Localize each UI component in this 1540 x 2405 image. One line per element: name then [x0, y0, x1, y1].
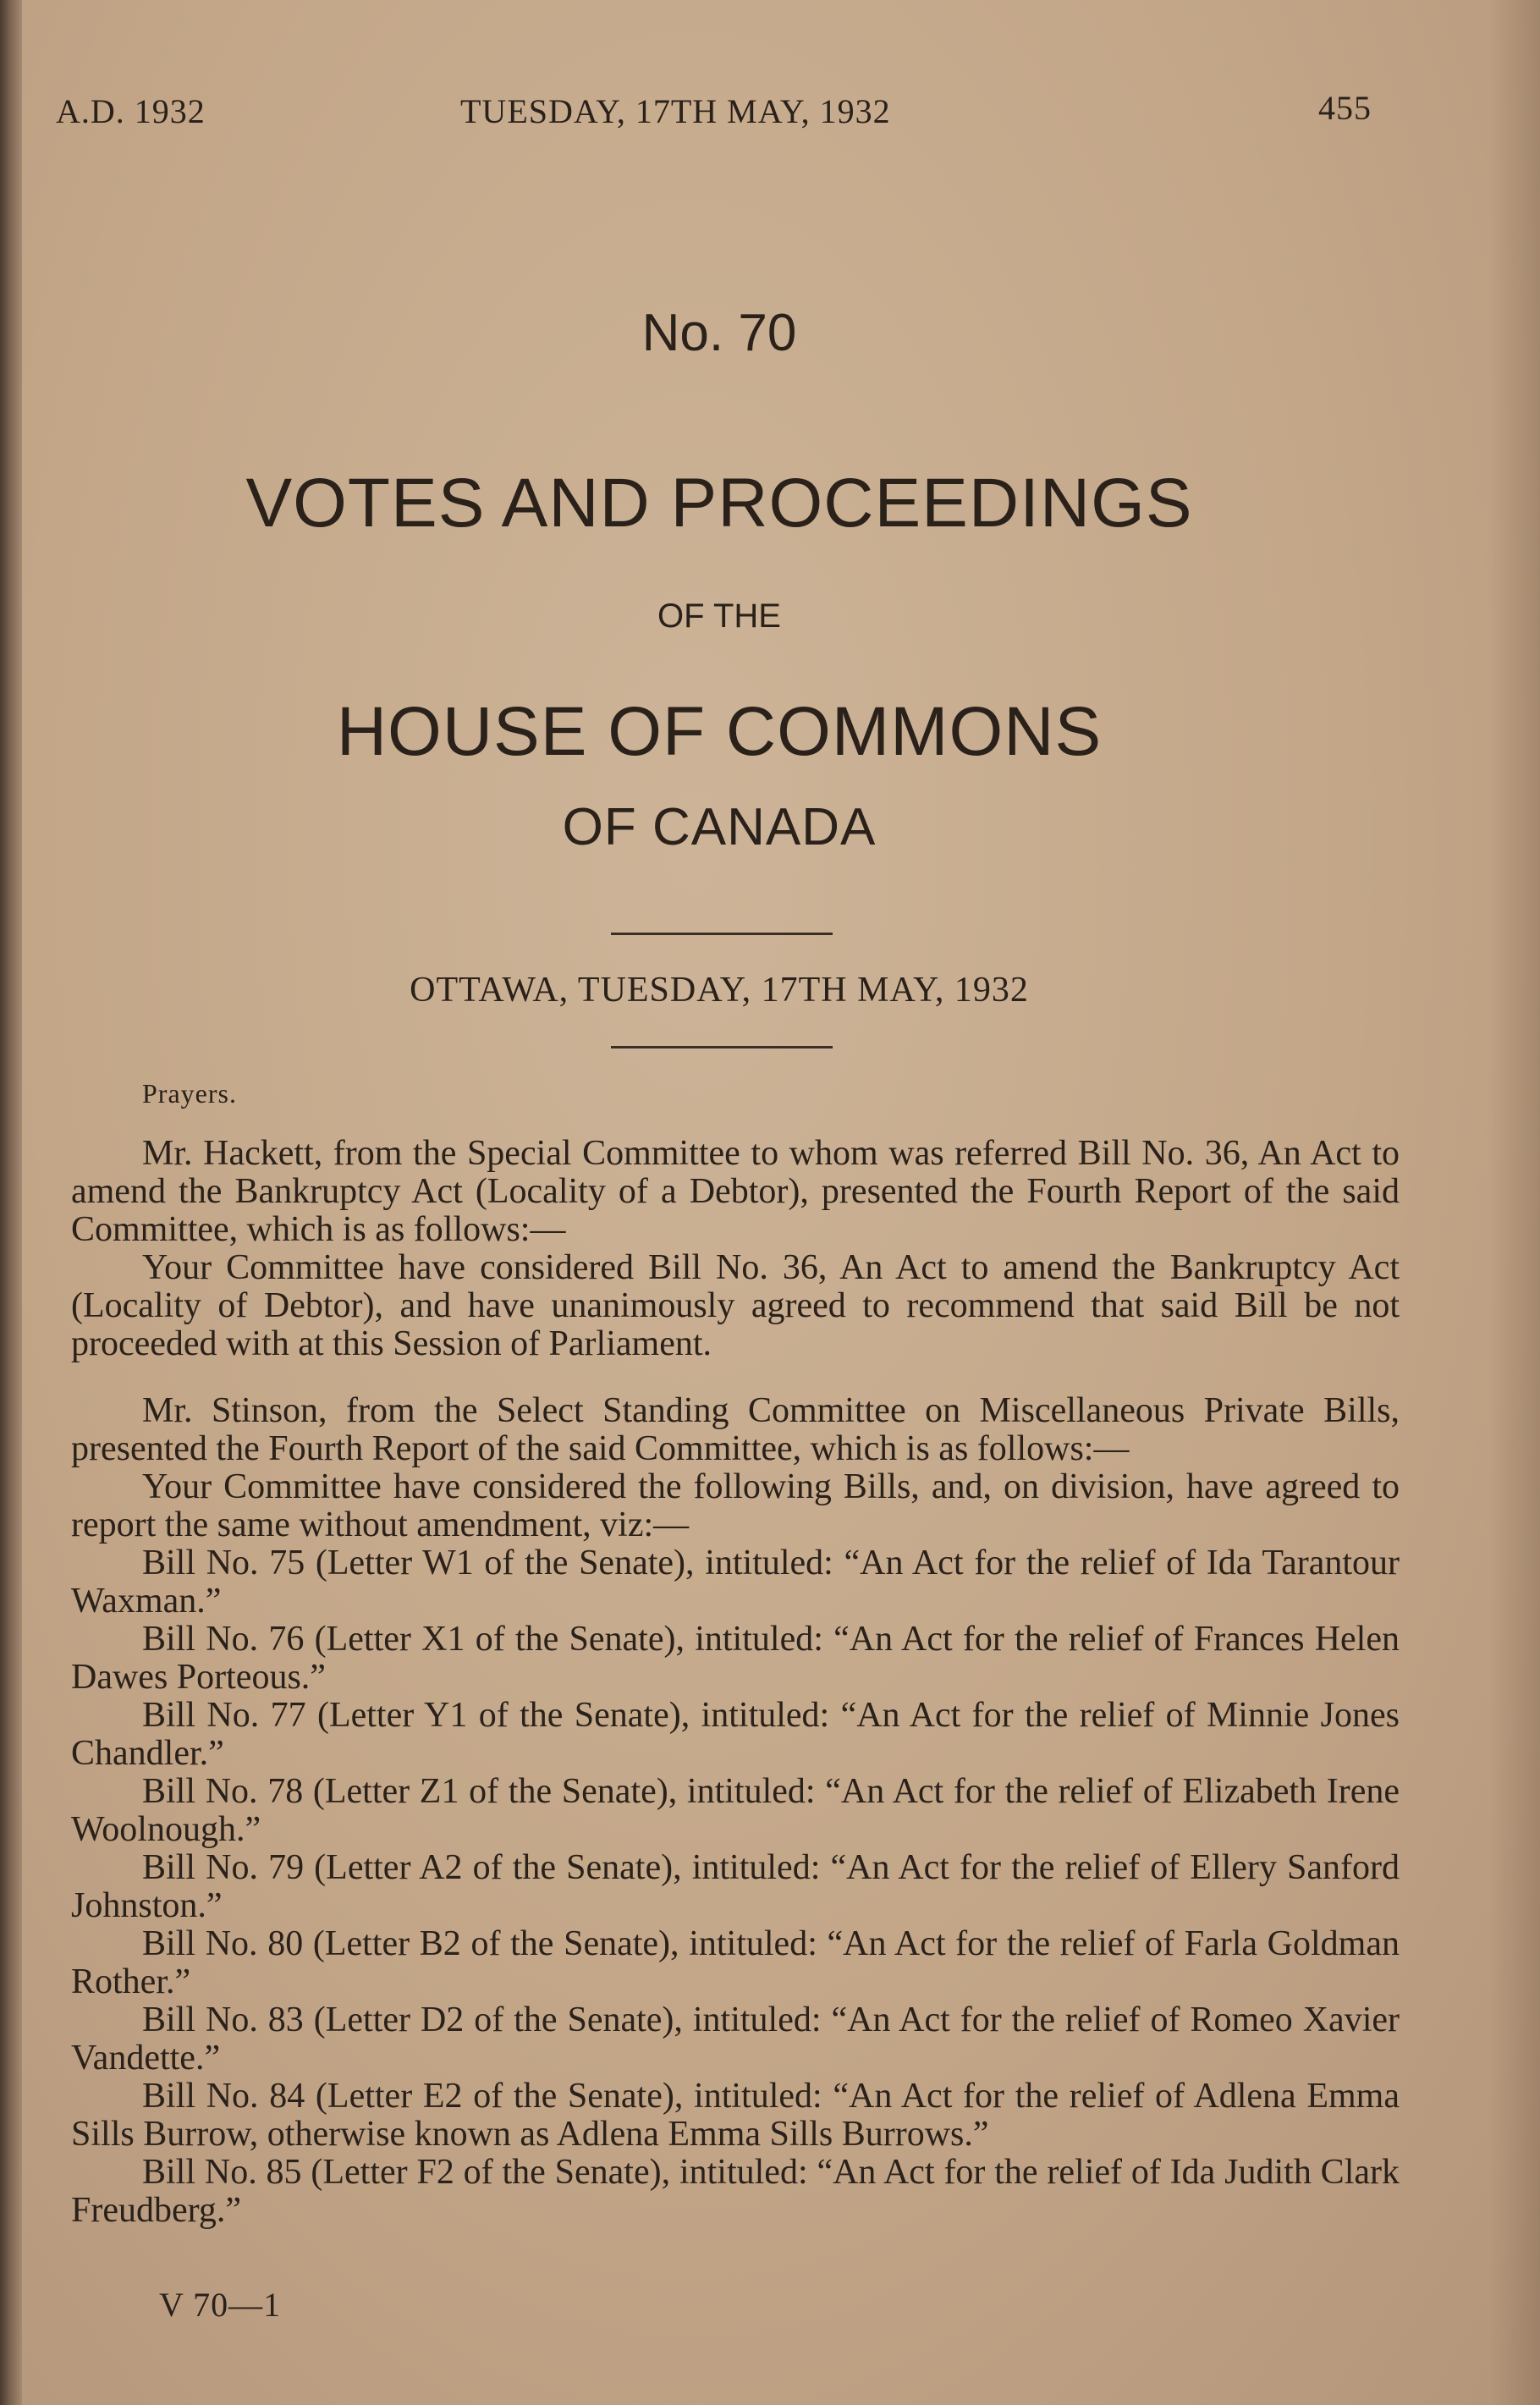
bill-item: Bill No. 79 (Letter A2 of the Senate), intituled: “An Act for the relief of Ellery Sanford Johnston.”	[71, 1848, 1400, 1925]
bill-item: Bill No. 83 (Letter D2 of the Senate), intituled: “An Act for the relief of Romeo Xavier Vandette.”	[71, 2000, 1400, 2078]
prayers-heading: Prayers.	[142, 1078, 237, 1109]
running-head-date: TUESDAY, 17TH MAY, 1932	[460, 92, 891, 130]
bill-item: Bill No. 80 (Letter B2 of the Senate), intituled: “An Act for the relief of Farla Goldman Rother.”	[71, 1924, 1400, 2001]
running-head	[0, 91, 1540, 142]
paragraph-stinson-report: Mr. Stinson, from the Select Standing Committee on Miscellaneous Private Bills, presented the Fourth Report of the said Committee, which is as follows:—	[71, 1391, 1400, 1468]
bill-item: Bill No. 85 (Letter F2 of the Senate), intituled: “An Act for the relief of Ida Judith Clark Freudberg.”	[71, 2153, 1400, 2230]
bill-item: Bill No. 75 (Letter W1 of the Senate), intituled: “An Act for the relief of Ida Tarantour Waxman.”	[71, 1544, 1400, 1621]
dateline: OTTAWA, TUESDAY, 17TH MAY, 1932	[410, 971, 1029, 1010]
bill-item: Bill No. 76 (Letter X1 of the Senate), intituled: “An Act for the relief of Frances Helen Dawes Porteous.”	[71, 1620, 1400, 1697]
bill-item: Bill No. 78 (Letter Z1 of the Senate), intituled: “An Act for the relief of Elizabeth Irene Woolnough.”	[71, 1772, 1400, 1849]
paragraph-hackett-report: Mr. Hackett, from the Special Committee to whom was referred Bill No. 36, An Act to amend the Bankruptcy Act (Locality of a Debtor), presented the Fourth Report of the said Committee, which is as follows:—	[71, 1134, 1400, 1249]
issue-number: No. 70	[641, 304, 797, 362]
divider-rule-top	[611, 933, 833, 935]
paragraph-committee-bills: Your Committee have considered the following Bills, and, on division, have agreed to report the same without amendment, viz:—	[71, 1467, 1400, 1544]
title-of-the: OF THE	[657, 597, 781, 635]
paragraph-committee-recommendation: Your Committee have considered Bill No. 36, An Act to amend the Bankruptcy Act (Locality of Debtor), and have unanimously agreed to recommend that said Bill be not proceeded with at this Session of Parliament.	[71, 1248, 1400, 1363]
page-edge-shadow	[1489, 0, 1540, 2405]
signature-mark: V 70—1	[159, 2286, 282, 2324]
house-title: HOUSE OF COMMONS	[336, 693, 1103, 770]
title-of-canada: OF CANADA	[562, 798, 877, 856]
bill-item: Bill No. 77 (Letter Y1 of the Senate), intituled: “An Act for the relief of Minnie Jones Chandler.”	[71, 1696, 1400, 1773]
bill-item: Bill No. 84 (Letter E2 of the Senate), intituled: “An Act for the relief of Adlena Emma Sills Burrow, otherwise known as Adlena Emma Sills Burrows.”	[71, 2077, 1400, 2154]
running-head-year: A.D. 1932	[56, 92, 206, 130]
divider-rule-bottom	[611, 1046, 833, 1048]
page-number: 455	[1318, 89, 1372, 127]
main-title: VOTES AND PROCEEDINGS	[245, 465, 1193, 542]
proceedings-body	[71, 1075, 1400, 2230]
